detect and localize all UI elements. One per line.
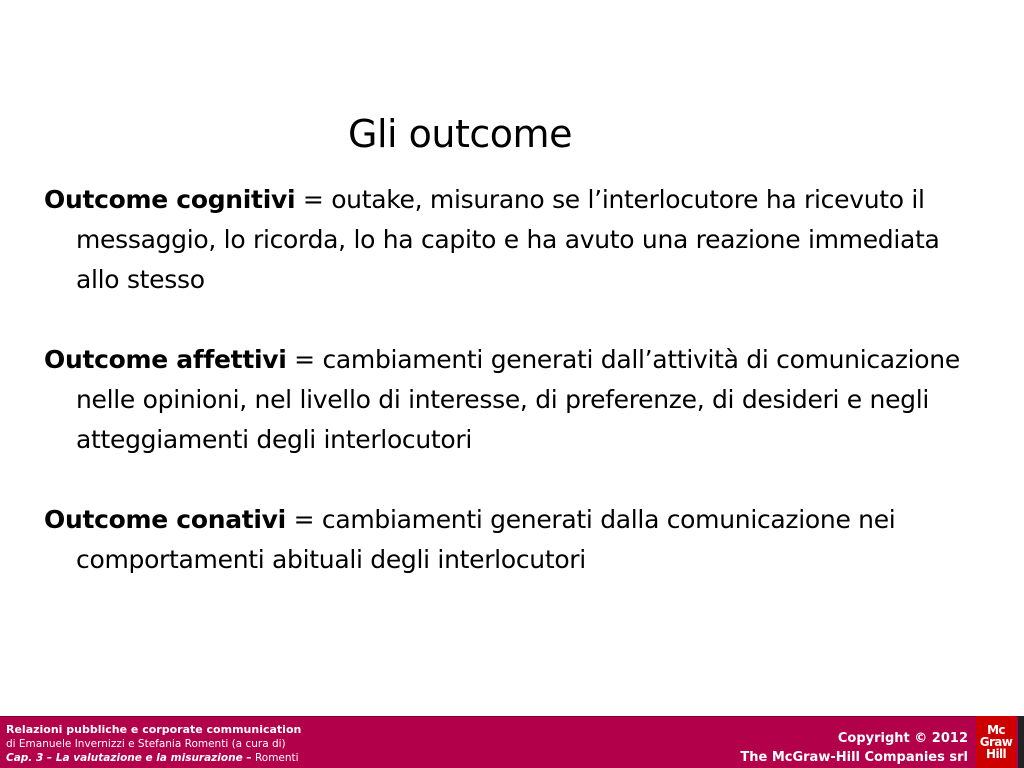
term-label: Outcome cognitivi <box>44 185 296 214</box>
outcome-cognitivi-paragraph <box>44 180 984 300</box>
outcome-affettivi-paragraph <box>44 340 984 460</box>
mcgraw-hill-logo <box>976 716 1016 768</box>
book-editors: di Emanuele Invernizzi e Stefania Romenti (a cura di) <box>6 738 286 750</box>
chapter-line <box>6 751 406 765</box>
slide-body <box>44 180 984 580</box>
copyright-text: Copyright © 2012 <box>837 731 968 746</box>
definition-text: = cambiamenti generati dalla comunicazione nei comportamenti abituali degli interlocutori <box>76 505 896 574</box>
term-label: Outcome conativi <box>44 505 286 534</box>
chapter-title: Cap. 3 – La valutazione e la misurazione – <box>6 752 252 764</box>
copyright-block <box>740 729 968 767</box>
edge-bar <box>1018 716 1024 768</box>
footer-bar <box>0 716 1024 768</box>
logo-line-hill: Hill <box>986 747 1006 761</box>
slide-title: Gli outcome <box>348 112 572 156</box>
definition-text: = outake, misurano se l’interlocutore ha ricevuto il messaggio, lo ricorda, lo ha capito e ha avuto una reazione immediata allo stesso <box>76 185 940 294</box>
chapter-author: Romenti <box>251 752 299 764</box>
book-title: Relazioni pubbliche e corporate communication <box>6 723 302 736</box>
logo-line-graw: Graw <box>979 735 1013 749</box>
company-name: The McGraw-Hill Companies srl <box>740 750 968 765</box>
term-label: Outcome affettivi <box>44 345 287 374</box>
outcome-conativi-paragraph <box>44 500 984 580</box>
book-info <box>6 723 406 765</box>
logo-line-mc: Mc <box>987 723 1005 737</box>
definition-text: = cambiamenti generati dall’attività di comunicazione nelle opinioni, nel livello di interesse, di preferenze, di desideri e negli atteggiamenti degli interlocutori <box>76 345 960 454</box>
